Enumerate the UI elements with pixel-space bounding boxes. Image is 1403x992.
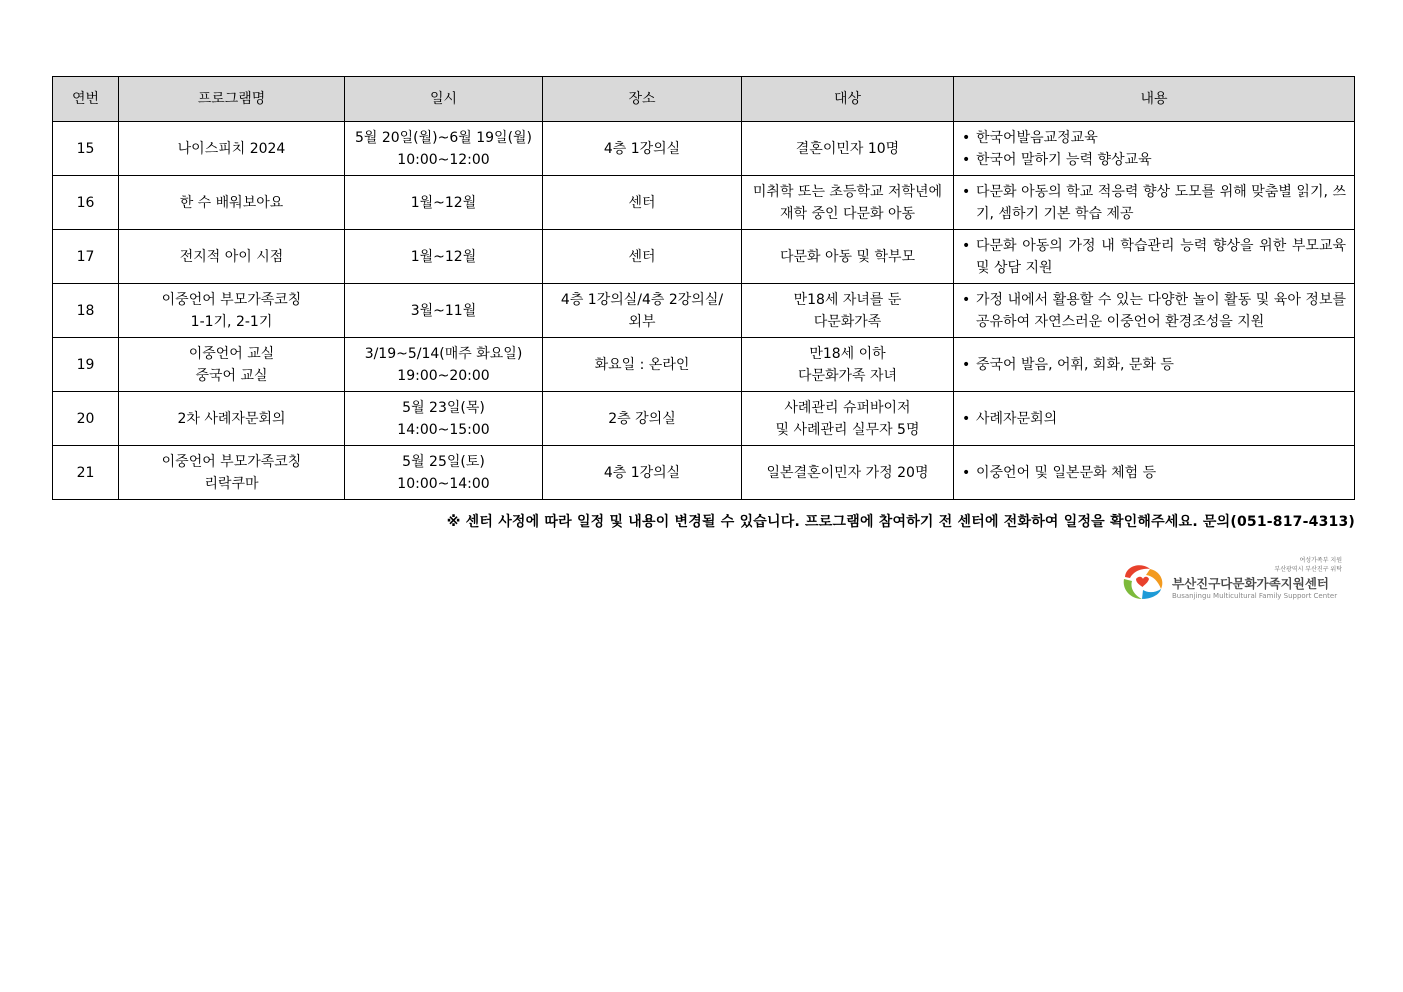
cell-datetime — [345, 122, 543, 176]
cell-no: 15 — [53, 122, 119, 176]
cell-place — [543, 122, 742, 176]
cell-place-line: 센터 — [628, 194, 656, 211]
cell-datetime-line: 5월 23일(목) — [402, 399, 485, 416]
cell-place — [543, 392, 742, 446]
bullet-dot-icon: • — [962, 183, 971, 200]
bullet-dot-icon: • — [962, 237, 971, 254]
cell-program — [119, 122, 345, 176]
bullet-dot-icon: • — [962, 151, 971, 168]
cell-target-line: 일본결혼이민자 가정 20명 — [766, 464, 929, 481]
logo-support-line: 여성가족부 지원 — [1299, 557, 1342, 564]
header-program: 프로그램명 — [119, 77, 345, 122]
cell-datetime — [345, 338, 543, 392]
content-bullet-item — [962, 289, 1346, 333]
cell-datetime-line: 5월 25일(토) — [402, 453, 485, 470]
cell-target-line: 미취학 또는 초등학교 저학년에 — [752, 183, 943, 200]
cell-no: 20 — [53, 392, 119, 446]
cell-place-line: 외부 — [628, 313, 656, 330]
table-row — [53, 392, 1355, 446]
cell-program-line: 이중언어 교실 — [188, 345, 275, 362]
cell-target — [742, 284, 954, 338]
cell-datetime-line: 10:00~14:00 — [397, 475, 490, 492]
cell-content — [954, 338, 1355, 392]
cell-no: 16 — [53, 176, 119, 230]
cell-program-line: 이중언어 부모가족코칭 — [161, 291, 302, 308]
cell-datetime-line: 5월 20일(월)~6월 19일(월) — [354, 129, 533, 146]
table-row — [53, 284, 1355, 338]
cell-program-line: 이중언어 부모가족코칭 — [161, 453, 302, 470]
cell-place-line: 4층 1강의실 — [603, 464, 681, 481]
cell-place — [543, 176, 742, 230]
bullet-dot-icon: • — [962, 410, 971, 427]
header-no: 연번 — [53, 77, 119, 122]
content-text: 다문화 아동의 학교 적응력 향상 도모를 위해 맞춤별 읽기, 쓰기, 셈하기 기본 학습 제공 — [976, 183, 1346, 222]
content-bullet-item — [962, 235, 1346, 279]
cell-datetime-line: 14:00~15:00 — [397, 421, 490, 438]
table-row — [53, 122, 1355, 176]
bullet-dot-icon: • — [962, 356, 971, 373]
header-datetime: 일시 — [345, 77, 543, 122]
center-logo-mark-icon — [1120, 561, 1166, 601]
cell-target-line: 다문화 아동 및 학부모 — [779, 248, 916, 265]
content-text: 한국어 말하기 능력 향상교육 — [976, 151, 1152, 168]
logo-center-name: 부산진구다문화가족지원센터 — [1172, 576, 1329, 591]
cell-target — [742, 230, 954, 284]
header-place: 장소 — [543, 77, 742, 122]
cell-target — [742, 122, 954, 176]
cell-program-line: 전지적 아이 시점 — [179, 248, 284, 265]
cell-place-line: 4층 1강의실 — [603, 140, 681, 157]
cell-datetime — [345, 284, 543, 338]
cell-target — [742, 338, 954, 392]
cell-program — [119, 284, 345, 338]
cell-place-line: 4층 1강의실/4층 2강의실/ — [560, 291, 724, 308]
header-content: 내용 — [954, 77, 1355, 122]
cell-datetime-line: 19:00~20:00 — [397, 367, 490, 384]
content-text: 한국어발음교정교육 — [976, 129, 1098, 146]
cell-datetime-line: 3월~11월 — [410, 302, 477, 319]
table-row — [53, 176, 1355, 230]
cell-place — [543, 230, 742, 284]
cell-no: 18 — [53, 284, 119, 338]
cell-target-line: 다문화가족 자녀 — [797, 367, 898, 384]
cell-datetime-line: 3/19~5/14(매주 화요일) — [364, 345, 523, 362]
cell-datetime — [345, 392, 543, 446]
content-bullet-item — [962, 462, 1346, 484]
cell-no: 17 — [53, 230, 119, 284]
cell-datetime — [345, 446, 543, 500]
cell-content — [954, 392, 1355, 446]
cell-program-line: 한 수 배워보아요 — [179, 194, 284, 211]
content-bullet-item — [962, 354, 1346, 376]
cell-place — [543, 446, 742, 500]
cell-target — [742, 392, 954, 446]
cell-program — [119, 230, 345, 284]
cell-no: 21 — [53, 446, 119, 500]
table-body — [53, 122, 1355, 500]
cell-datetime-line: 1월~12월 — [410, 194, 477, 211]
table-row — [53, 338, 1355, 392]
cell-content — [954, 446, 1355, 500]
cell-content — [954, 122, 1355, 176]
cell-datetime — [345, 176, 543, 230]
cell-program-line: 리락쿠마 — [204, 475, 259, 492]
cell-program-line: 중국어 교실 — [195, 367, 268, 384]
cell-place — [543, 338, 742, 392]
table-row — [53, 446, 1355, 500]
cell-program — [119, 176, 345, 230]
cell-target-line: 및 사례관리 실무자 5명 — [775, 421, 920, 438]
cell-place — [543, 284, 742, 338]
cell-program — [119, 446, 345, 500]
cell-no: 19 — [53, 338, 119, 392]
logo-commission-line: 부산광역시 부산진구 위탁 — [1274, 566, 1342, 573]
cell-content — [954, 176, 1355, 230]
cell-target-line: 다문화가족 — [813, 313, 882, 330]
content-text: 중국어 발음, 어휘, 회화, 문화 등 — [976, 356, 1174, 373]
bullet-dot-icon: • — [962, 464, 971, 481]
cell-target-line: 결혼이민자 10명 — [795, 140, 900, 157]
cell-place-line: 2층 강의실 — [608, 410, 676, 427]
content-text: 이중언어 및 일본문화 체험 등 — [976, 464, 1157, 481]
table-row — [53, 230, 1355, 284]
logo-english-name: Busanjingu Multicultural Family Support Center — [1172, 592, 1338, 600]
cell-program-line: 1-1기, 2-1기 — [190, 313, 273, 330]
cell-datetime-line: 1월~12월 — [410, 248, 477, 265]
cell-target — [742, 176, 954, 230]
content-bullet-item — [962, 149, 1346, 171]
cell-place-line: 화요일 : 온라인 — [594, 356, 690, 373]
content-bullet-item — [962, 127, 1346, 149]
content-text: 가정 내에서 활용할 수 있는 다양한 놀이 활동 및 육아 정보를 공유하여 자연스러운 이중언어 환경조성을 지원 — [976, 291, 1346, 330]
cell-content — [954, 230, 1355, 284]
cell-content — [954, 284, 1355, 338]
content-bullet-item — [962, 181, 1346, 225]
cell-program-line: 2차 사례자문회의 — [177, 410, 286, 427]
cell-target-line: 재학 중인 다문화 아동 — [779, 205, 916, 222]
content-text: 다문화 아동의 가정 내 학습관리 능력 향상을 위한 부모교육 및 상담 지원 — [976, 237, 1346, 276]
cell-datetime — [345, 230, 543, 284]
bullet-dot-icon: • — [962, 291, 971, 308]
bullet-dot-icon: • — [962, 129, 971, 146]
notice-text: ※ 센터 사정에 따라 일정 및 내용이 변경될 수 있습니다. 프로그램에 참여하기 전 센터에 전화하여 일정을 확인해주세요. 문의(051-817-4313) — [446, 514, 1355, 530]
cell-target — [742, 446, 954, 500]
cell-program — [119, 392, 345, 446]
table-header-row — [53, 77, 1355, 122]
center-logo — [1120, 553, 1346, 605]
cell-target-line: 만18세 자녀를 둔 — [793, 291, 902, 308]
cell-target-line: 만18세 이하 — [809, 345, 886, 362]
cell-place-line: 센터 — [628, 248, 656, 265]
header-target: 대상 — [742, 77, 954, 122]
cell-program — [119, 338, 345, 392]
cell-program-line: 나이스피치 2024 — [177, 140, 286, 157]
content-bullet-item — [962, 408, 1346, 430]
content-text: 사례자문회의 — [976, 410, 1058, 427]
program-schedule-table — [52, 76, 1355, 500]
cell-datetime-line: 10:00~12:00 — [397, 151, 490, 168]
cell-target-line: 사례관리 슈퍼바이저 — [784, 399, 911, 416]
